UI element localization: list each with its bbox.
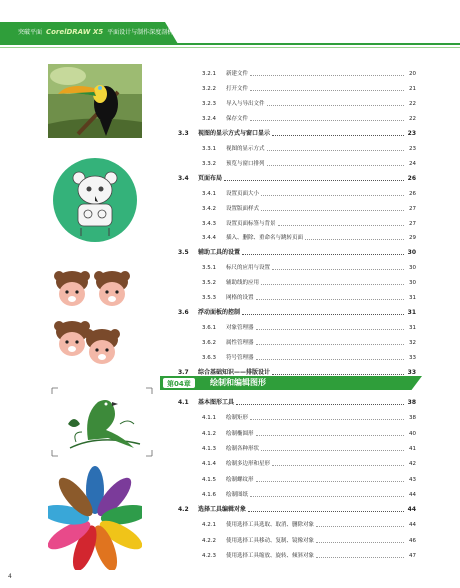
toc-entry-title: 符号管理器 (226, 355, 254, 362)
toc-entry (0, 173, 460, 185)
toc-entry-number: 3.4.1 (202, 190, 216, 197)
toc-entry-page: 43 (409, 476, 416, 483)
toc-entry-title: 辅助线的应用 (226, 280, 260, 287)
toc-entry-title: 设置页面大小 (226, 190, 260, 197)
toc-entry-title: 浮动面板的控制 (198, 309, 241, 317)
toc-entry-title: 导入与导出文件 (226, 100, 265, 107)
toc-entry-title: 绘制螺纹形 (226, 476, 254, 483)
toc-entry-number: 4.1.1 (202, 415, 216, 422)
toc-entry-page: 29 (409, 235, 416, 242)
toc-entry-leader (256, 435, 404, 436)
toc-entry (0, 412, 460, 424)
page-header (0, 0, 460, 60)
toc-entry-number: 3.5.3 (202, 295, 216, 302)
toc-entry-page: 24 (409, 160, 416, 167)
toc-entry-page: 44 (407, 506, 416, 514)
toc-entry-page: 27 (409, 220, 416, 227)
toc-entry-page: 30 (409, 280, 416, 287)
toc-entry-page: 31 (409, 325, 416, 332)
toc-entry-number: 3.5.2 (202, 280, 216, 287)
toc-entry-title: 网格的设置 (226, 295, 254, 302)
toc-entry (0, 519, 460, 531)
toc-entry-leader (242, 314, 404, 315)
toc-entry-number: 3.4.4 (202, 235, 216, 242)
toc-entry-title: 绘制矩形 (226, 415, 249, 422)
toc-entry-leader (256, 299, 404, 300)
header-rule (0, 43, 460, 45)
toc-entry (0, 232, 460, 244)
toc-entry-page: 31 (409, 295, 416, 302)
toc-entry (0, 277, 460, 289)
toc-entry-number: 3.4.2 (202, 205, 216, 212)
toc-entry (0, 337, 460, 349)
toc-entry-title: 辅助工具的设置 (198, 249, 241, 257)
toc-entry-title: 新建文件 (226, 71, 249, 77)
toc-entry-leader (278, 225, 404, 226)
toc-entry-leader (261, 284, 404, 285)
toc-entry-title: 视图的显示方式 (226, 145, 265, 152)
page-number: 4 (8, 573, 12, 580)
toc-entry-title: 绘制各种形状 (226, 445, 260, 452)
toc-entry-number: 4.2 (178, 506, 189, 514)
toc-entry-leader (236, 404, 404, 405)
toc-entry-number: 4.2.2 (202, 537, 216, 544)
toc-entry-number: 3.7 (178, 369, 189, 376)
toc-entry (0, 307, 460, 319)
toc-entry-page: 21 (409, 85, 416, 92)
toc-entry (0, 68, 460, 80)
toc-entry-number: 3.5.1 (202, 265, 216, 272)
toc-entry-leader (261, 210, 404, 211)
toc-entry (0, 474, 460, 486)
toc-entry-page: 41 (409, 445, 416, 452)
toc-entry-number: 4.1.4 (202, 461, 216, 468)
toc-entry-title: 基本图形工具 (198, 399, 235, 406)
toc-entry (0, 262, 460, 274)
toc-entry-page: 38 (409, 415, 416, 422)
toc-entry-leader (272, 465, 404, 466)
toc-entry-page: 33 (409, 355, 416, 362)
toc-entry-page: 27 (409, 205, 416, 212)
toc-entry-number: 4.2.3 (202, 553, 216, 559)
toc-entry-leader (256, 359, 404, 360)
toc-entry-title: 综合基础知识——排版设计 (198, 369, 271, 376)
toc-entry-page: 44 (409, 522, 416, 529)
toc-entry-title: 插入、删除、重命名与跳转页面 (226, 235, 304, 242)
toc-entry (0, 143, 460, 155)
toc-entry (0, 98, 460, 110)
toc-entry-number: 3.2.3 (202, 100, 216, 107)
toc-entry (0, 397, 460, 409)
toc-entry-page: 40 (409, 430, 416, 437)
toc-entry (0, 128, 460, 140)
toc-entry-page: 22 (409, 115, 416, 122)
toc-entry-number: 4.1.6 (202, 491, 216, 498)
toc-entry-title: 视图的显示方式与窗口显示 (198, 129, 271, 137)
toc-entry-number: 3.2.2 (202, 85, 216, 92)
toc-entry-title: 对象管理器 (226, 325, 254, 332)
toc-entry (0, 188, 460, 200)
toc-entry-number: 3.6.1 (202, 325, 216, 332)
toc-entry-page: 22 (409, 100, 416, 107)
toc-entry-title: 使用选择工具选取、取消、删除对象 (226, 522, 315, 529)
toc-entry-number: 4.1 (178, 399, 189, 406)
toc-entry-leader (272, 374, 404, 375)
toc-entry-title: 选择工具编辑对象 (198, 506, 247, 514)
toc-entry-leader (261, 195, 404, 196)
toc-entry (0, 443, 460, 455)
toc-entry-leader (242, 254, 404, 255)
toc-entry-number: 4.1.5 (202, 476, 216, 483)
toc-entry-page: 30 (407, 249, 416, 257)
toc-entry-number: 3.3.2 (202, 160, 216, 167)
toc-entry (0, 322, 460, 334)
toc-entry-page: 23 (409, 145, 416, 152)
toc-entry (0, 158, 460, 170)
toc-entry (0, 428, 460, 440)
toc-entry-number: 3.2.1 (202, 71, 216, 77)
toc-entry-leader (250, 75, 404, 76)
toc-entry-page: 33 (407, 369, 416, 376)
toc-entry-title: 设置页面标签与背景 (226, 220, 276, 227)
toc-entry-leader (316, 557, 404, 558)
toc-entry-number: 3.3 (178, 129, 189, 137)
toc-entry-leader (250, 120, 404, 121)
header-title (18, 27, 173, 36)
toc-entry-leader (316, 526, 404, 527)
toc-entry-number: 3.4.3 (202, 220, 216, 227)
chapter-banner (160, 376, 422, 390)
header-suffix: 平面设计与制作深度剖析 (107, 29, 174, 36)
toc-entry (0, 504, 460, 516)
toc-entry-leader (316, 542, 404, 543)
chapter-bar (160, 376, 422, 390)
toc-entry (0, 458, 460, 470)
toc-entry-number: 3.6.2 (202, 340, 216, 347)
toc-entry (0, 489, 460, 501)
toc-entry (0, 83, 460, 95)
toc-entry-leader (250, 90, 404, 91)
toc-entry-page: 30 (409, 265, 416, 272)
toc-entry-leader (250, 496, 404, 497)
toc-entry-page: 23 (407, 129, 416, 137)
toc-entry-page: 31 (407, 309, 416, 317)
toc-entry-title: 绘制多边形和星形 (226, 461, 271, 468)
toc-entry-leader (261, 450, 404, 451)
toc-entry-leader (267, 105, 404, 106)
toc-entry-title: 绘制图纸 (226, 491, 249, 498)
toc-entry-page: 26 (409, 190, 416, 197)
toc-entry-page: 47 (409, 553, 416, 559)
toc-entry-number: 4.1.2 (202, 430, 216, 437)
toc-entry-leader (305, 239, 404, 240)
toc-entry-page: 26 (407, 174, 416, 182)
toc-entry-number: 3.3.1 (202, 145, 216, 152)
toc-entry (0, 247, 460, 259)
toc-entry-page: 44 (409, 491, 416, 498)
toc-entry (0, 550, 460, 562)
toc-entry-page: 20 (409, 71, 416, 77)
toc-entry-leader (224, 180, 404, 181)
toc-entry-number: 3.4 (178, 174, 189, 182)
toc-entry-title: 设置版面样式 (226, 205, 260, 212)
toc-entry (0, 218, 460, 230)
toc-entry-title: 使用选择工具缩放、旋转、倾斜对象 (226, 553, 315, 559)
toc-entry-leader (256, 344, 404, 345)
toc-entry-number: 3.5 (178, 249, 189, 257)
toc-entry-leader (272, 269, 404, 270)
header-brand: CorelDRAW X5 (45, 28, 104, 36)
toc-entry-number: 4.2.1 (202, 522, 216, 529)
toc-entry (0, 535, 460, 547)
toc-entry-title: 属性管理器 (226, 340, 254, 347)
toc-entry-leader (248, 511, 404, 512)
toc-entry-leader (256, 481, 404, 482)
toc-entry-leader (267, 150, 404, 151)
header-rule-thin (0, 47, 460, 48)
toc-entry (0, 292, 460, 304)
toc-entry-number: 3.2.4 (202, 115, 216, 122)
toc-entry-page: 46 (409, 537, 416, 544)
toc-entry-title: 打开文件 (226, 85, 249, 92)
chapter-badge: 第04章 (162, 377, 196, 389)
toc-entry-leader (256, 329, 404, 330)
toc-entry-title: 预览与窗口排列 (226, 160, 265, 167)
toc-entry-title: 保存文件 (226, 115, 249, 122)
toc-entry (0, 203, 460, 215)
chapter-title: 绘制和编辑图形 (210, 378, 266, 387)
toc-entry-title: 绘制椭圆形 (226, 430, 254, 437)
toc-entry-number: 4.1.3 (202, 445, 216, 452)
toc-entry-page: 42 (409, 461, 416, 468)
toc-entry-page: 38 (407, 399, 416, 406)
toc-entry-leader (272, 135, 404, 136)
toc-entry-title: 标尺的应用与设置 (226, 265, 271, 272)
toc-entry-leader (267, 165, 404, 166)
toc-entry-number: 3.6.3 (202, 355, 216, 362)
toc-entry-number: 3.6 (178, 309, 189, 317)
toc-entry-leader (250, 419, 404, 420)
toc-entry (0, 352, 460, 364)
toc-entry-title: 页面布局 (198, 174, 223, 182)
toc-entry-page: 32 (409, 340, 416, 347)
toc-entry (0, 113, 460, 125)
toc-entry-title: 使用选择工具移动、复制、镜像对象 (226, 537, 315, 544)
header-prefix: 突破平面 (18, 29, 43, 36)
